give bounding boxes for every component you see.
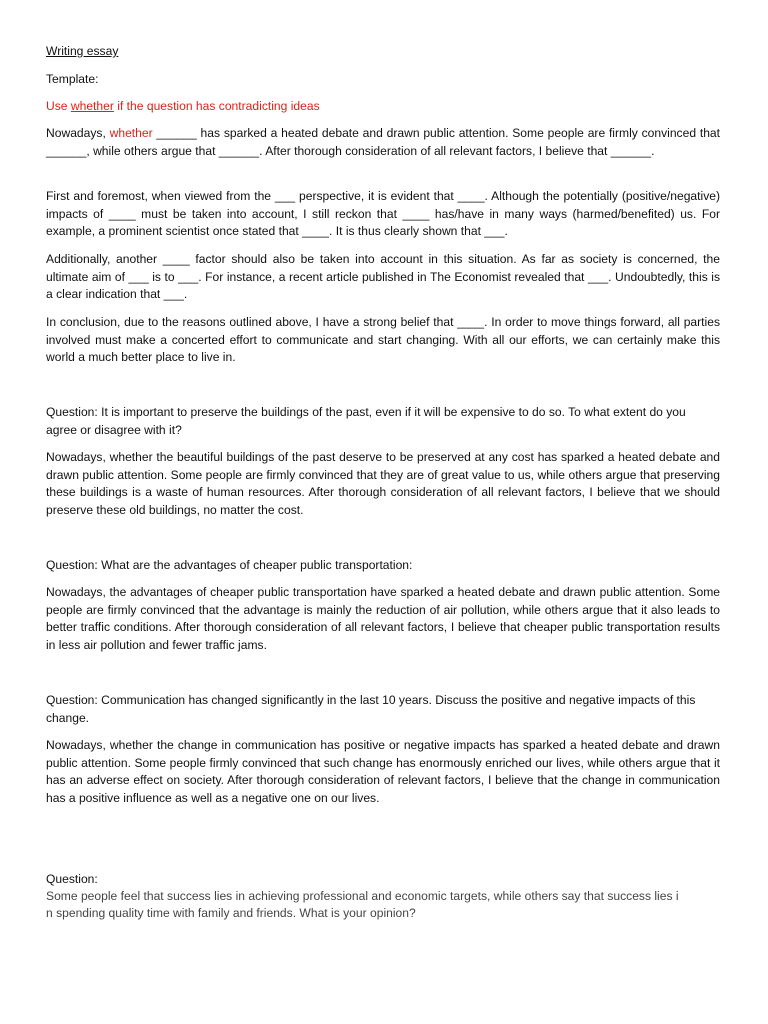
example-answer-2: Nowadays, the advantages of cheaper public transportation have sparked a heated debate and drawn public attention. Some people are firmly convinced that the advantage is mainly the reduction of air pollution, while others argue that it also leads to better traffic conditions. After thorough consideration of all relevant factors, I believe that cheaper public transportation results in less air pollution and fewer traffic jams. bbox=[46, 585, 720, 652]
template-paragraph-intro bbox=[46, 125, 720, 160]
template-label: Template: bbox=[46, 72, 99, 86]
last-question-line-2: n spending quality time with family and friends. What is your opinion? bbox=[46, 906, 416, 920]
last-question-line-1: Some people feel that success lies in achieving professional and economic targets, while others say that success lies i bbox=[46, 889, 679, 903]
template-paragraph-conclusion: In conclusion, due to the reasons outlined above, I have a strong belief that ____. In order to move things forward, all parties involved must make a concerted effort to communicate and start changing. With all our efforts, we can certainly make this world a much better place to live in. bbox=[46, 315, 720, 364]
document-heading: Writing essay bbox=[46, 44, 119, 58]
template-paragraph-body-2: Additionally, another ____ factor should also be taken into account in this situation. As far as society is concerned, the ultimate aim of ___ is to ___. For instance, a recent article published in The Economist revealed that ___. Undoubtedly, this is a clear indication that ___. bbox=[46, 252, 720, 301]
example-question-3: Question: Communication has changed significantly in the last 10 years. Discuss the positive and negative impacts of this change. bbox=[46, 693, 696, 725]
intro-rest: ______ has sparked a heated debate and drawn public attention. Some people are firmly convinced that ______, while others argue that ______. After thorough consideration of all relevant factors, I believe that ______. bbox=[46, 126, 721, 158]
intro-start: Nowadays, bbox=[46, 126, 110, 140]
example-question-2: Question: What are the advantages of cheaper public transportation: bbox=[46, 558, 413, 572]
template-paragraph-body-1: First and foremost, when viewed from the ___ perspective, it is evident that ____. Although the potentially (positive/negative) impacts of ____ must be taken into account, I still reckon that ____ has/have in many ways (harmed/benefited) us. For example, a prominent scientist once stated that ____. It is thus clearly shown that ___. bbox=[46, 189, 720, 238]
rule-keyword: whether bbox=[70, 99, 114, 113]
last-question-label: Question: bbox=[46, 872, 98, 886]
intro-keyword: whether bbox=[109, 126, 153, 140]
example-answer-3: Nowadays, whether the change in communication has positive or negative impacts has sparked a heated debate and drawn public attention. Some people firmly convinced that such change has enormously enriched our lives, while others argue that it has an adverse effect on society. After thorough consideration of relevant factors, I believe that the change in communication has a positive influence as well as a negative one on our lives. bbox=[46, 738, 720, 805]
rule-prefix: Use bbox=[46, 99, 71, 113]
example-answer-1: Nowadays, whether the beautiful buildings of the past deserve to be preserved at any cost has sparked a heated debate and drawn public attention. Some people are firmly convinced that they are of great value to us, while others argue that preserving these buildings is a waste of human resources. After thorough consideration of all relevant factors, I believe that we should preserve these old buildings, no matter the cost. bbox=[46, 450, 720, 517]
rule-suffix: if the question has contradicting ideas bbox=[113, 99, 320, 113]
example-question-1: Question: It is important to preserve the buildings of the past, even if it will be expensive to do so. To what extent do you agree or disagree with it? bbox=[46, 405, 686, 437]
template-rule bbox=[46, 98, 720, 116]
